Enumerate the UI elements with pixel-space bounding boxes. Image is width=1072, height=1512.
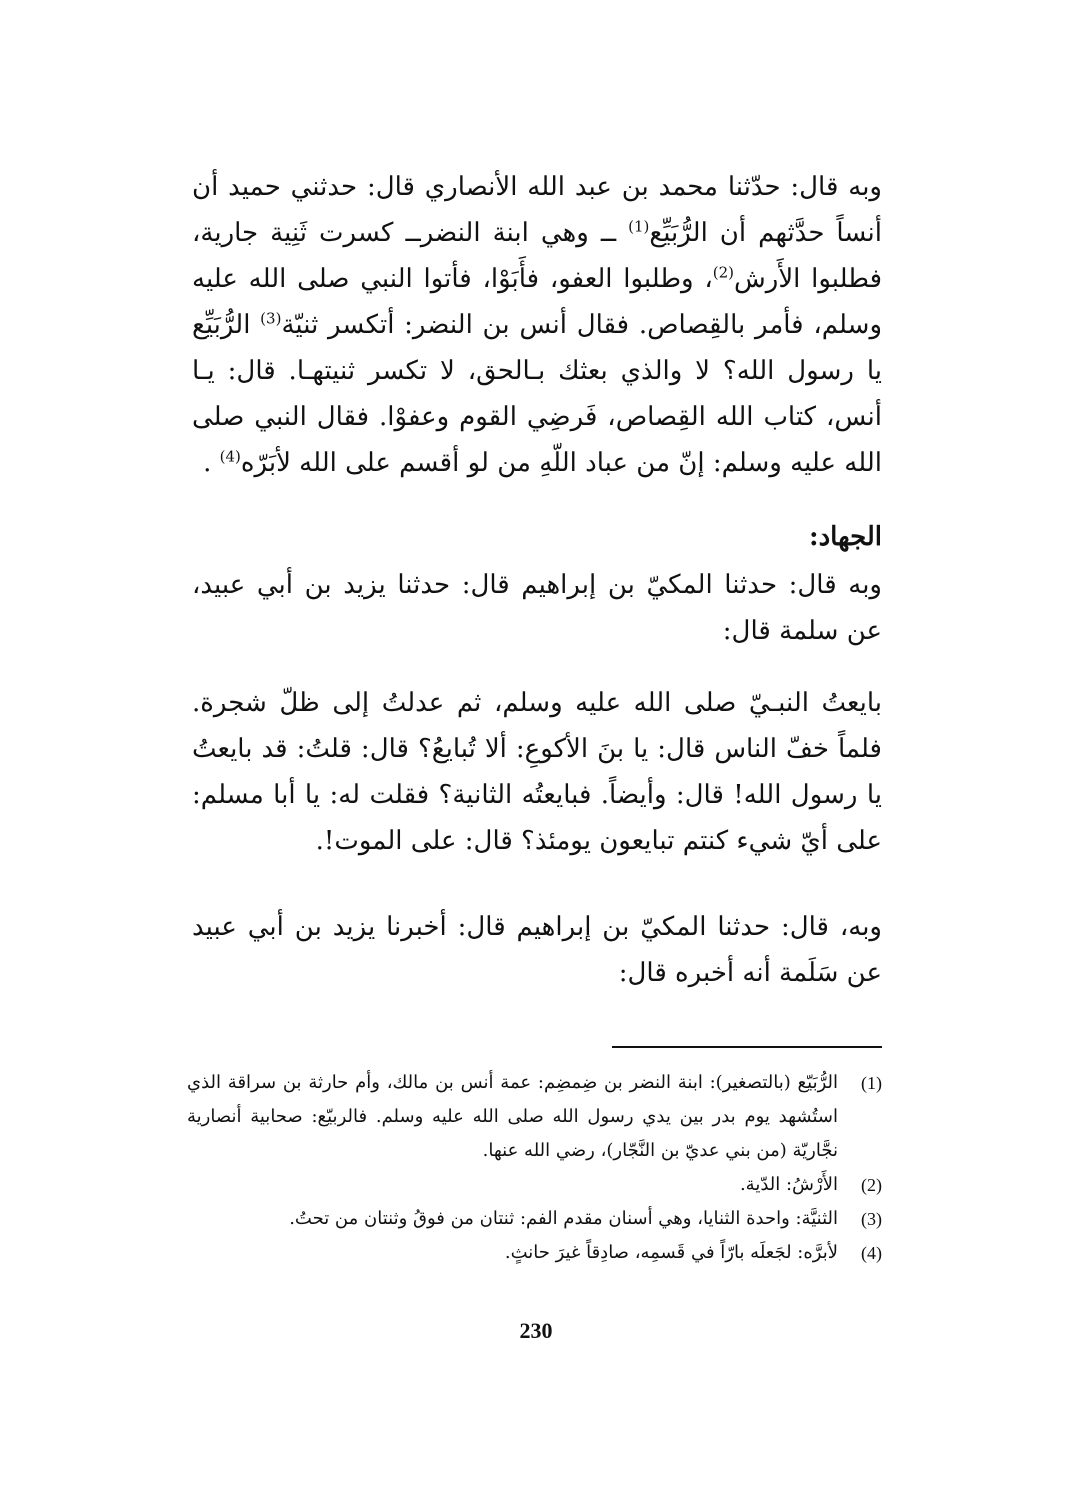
footnote-ref-1[interactable]: (1) xyxy=(628,217,650,236)
footnote-ref-3[interactable]: (3) xyxy=(260,309,282,328)
footnote-number: (3) xyxy=(861,1209,882,1229)
hadith-paragraph-2 xyxy=(192,562,882,654)
footnote-ref-4[interactable]: (4) xyxy=(219,447,241,466)
footnote-text: الأَرْشُ: الدّية. xyxy=(739,1174,838,1195)
paragraph-text: وبه قال: حدثنا المكيّ بن إبراهيم قال: حدثنا يزيد بن أبي عبيد، عن سلمة قال: xyxy=(192,570,882,646)
footnote-1 xyxy=(187,1066,882,1168)
paragraph-segment: وبه قال: حدّثنا محمد بن عبد الله الأنصاري قال: حدثني حميد أن أنساً حدَّثهم أن الرُّبَيِّع xyxy=(192,172,883,248)
paragraph-segment: ــ وهي ابنة النضرــ كسرت ثَنِية جارية، فطلبوا الأَرش xyxy=(192,218,882,294)
footnote-2 xyxy=(187,1168,882,1202)
paragraph-segment: ، وطلبوا العفو، فأَبَوْا، فأتوا النبي صلى الله عليه وسلم، فأمر بالقِصاص. فقال أنس بن النضر: أتكسر ثنيّة xyxy=(192,264,882,340)
paragraph-text xyxy=(192,164,882,486)
footnote-3 xyxy=(187,1202,882,1236)
paragraph-text: وبه، قال: حدثنا المكيّ بن إبراهيم قال: أخبرنا يزيد بن أبي عبيد عن سَلَمة أنه أخبره قال: xyxy=(192,912,882,988)
page-number: 230 xyxy=(519,1318,553,1343)
paragraph-text: بايعتُ النبـيّ صلى الله عليه وسلم، ثم عدلتُ إلى ظلّ شجرة. فلماً خفّ الناس قال: يا بنَ الأكوعِ: ألا تُبايعُ؟ قال: قلتُ: قد بايعتُ يا رسول الله! قال: وأيضاً. فبايعتُه الثانية؟ فقلت له: يا أبا مسلم: على أيّ شيء كنتم تبايعون يومئذ؟ قال: على الموت!. xyxy=(192,688,882,856)
footnote-4 xyxy=(187,1236,882,1270)
footnote-number: (1) xyxy=(861,1073,882,1093)
footnotes-section xyxy=(187,1066,882,1270)
paragraph-segment: الرُّبَيِّع يا رسول الله؟ لا والذي بعثك بـالحق، لا تكسر ثنيتهـا. قال: يـا أنس، كتاب الله القِصاص، فَرضِي القوم وعفوْا. فقال النبي صلى الله عليه وسلم: إنّ من عباد اللّهِ من لو أقسم على الله لأبَرّه xyxy=(192,310,882,478)
hadith-paragraph-1 xyxy=(192,164,882,486)
paragraph-segment: . xyxy=(203,448,212,478)
hadith-paragraph-3 xyxy=(192,680,882,864)
footnote-text: الرُّبَيّع (بالتصغير): ابنة النضر بن ضِمضِم: عمة أنس بن مالك، وأم حارثة بن سراقة الذي استُشهد يوم بدر بين يدي رسول الله صلى الله عليه وسلم. فالربيّع: صحابية أنصارية نجَّاريّة (من بني عديّ بن النَّجّار)، رضي الله عنها. xyxy=(187,1072,839,1161)
footnote-text: لأبرَّه: لجَعلَه بارّاً في قَسمِه، صادِقاً غيرَ حانثٍ. xyxy=(504,1242,838,1263)
section-heading: الجهاد: xyxy=(808,522,882,552)
footnote-ref-2[interactable]: (2) xyxy=(712,263,735,282)
hadith-paragraph-4 xyxy=(192,904,882,996)
footnote-divider xyxy=(612,1046,882,1048)
footnote-number: (4) xyxy=(861,1243,882,1263)
footnote-text: الثنيَّة: واحدة الثنايا، وهي أسنان مقدم الفم: ثنتان من فوقُ وثنتان من تحتُ. xyxy=(289,1208,838,1229)
footnote-number: (2) xyxy=(861,1175,882,1195)
